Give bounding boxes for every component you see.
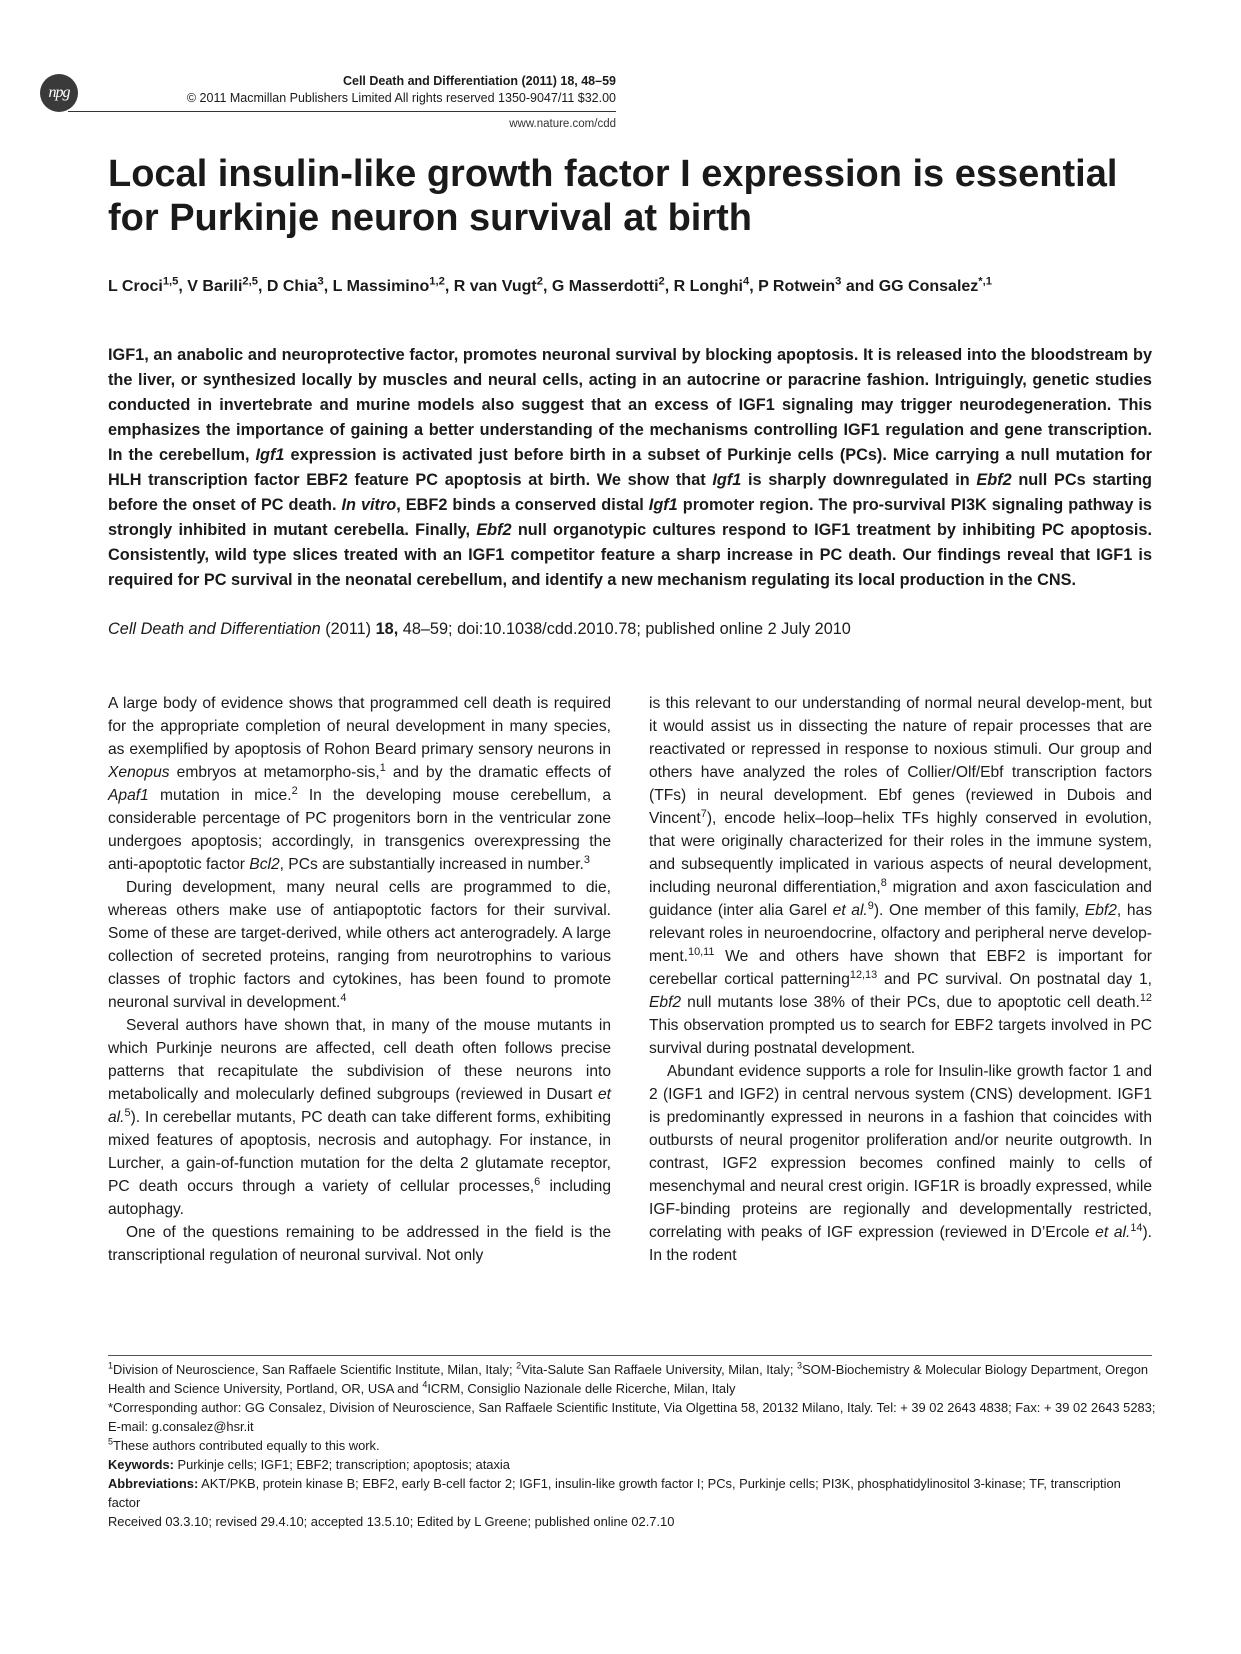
reference-superscript[interactable]: 1 [108, 1360, 114, 1371]
reference-superscript[interactable]: 5 [108, 1436, 114, 1447]
paragraph-run: AKT/PKB, protein kinase B; EBF2, early B-cell factor 2; IGF1, insulin-like growth factor I; PCs, Purkinje cells; PI3K, phosphatidylinositol 3-kinase; TF, transcription factor [108, 1476, 1121, 1510]
author-affiliation-marker: 1,5 [162, 275, 179, 288]
citation-line-run: 18, [375, 620, 399, 638]
paragraph-run: In the developing mouse cerebellum, a considerable percentage of PC progenitors born in the ventricular zone undergoes apoptosis; accordingly, in transgenics overexpressing the anti-apoptotic factor [108, 787, 611, 873]
paragraph-run: , PCs are substantially increased in number. [279, 856, 584, 873]
reference-superscript[interactable]: 12 [1139, 991, 1152, 1004]
reference-superscript[interactable]: 10,11 [688, 945, 715, 958]
author-affiliation-marker: 4 [742, 275, 750, 288]
author-name: R Longhi [673, 278, 743, 295]
reference-superscript[interactable]: 6 [534, 1175, 541, 1188]
reference-superscript[interactable]: 9 [867, 899, 874, 912]
body-column-right [649, 692, 1152, 1267]
abstract-run: promoter region. The pro-survival PI3K signaling pathway is strongly inhibited in mutant cerebella. Finally, [108, 496, 1152, 539]
reference-superscript[interactable]: 7 [700, 807, 707, 820]
paragraph [108, 1221, 611, 1267]
abstract-run: Igf1 [255, 446, 285, 464]
reference-superscript[interactable]: 2 [516, 1360, 522, 1371]
paragraph-run: Bcl2 [249, 856, 280, 873]
reference-superscript[interactable]: 14 [1130, 1221, 1143, 1234]
paragraph-run: , has relevant roles in neuroendocrine, olfactory and peripheral nerve develop-ment. [649, 902, 1153, 965]
paragraph-run: SOM-Biochemistry & Molecular Biology Department, Oregon Health and Science University, Portland, OR, USA and [108, 1362, 1149, 1396]
author-affiliation-marker: 1,2 [429, 275, 445, 288]
author-affiliation-marker: 3 [317, 275, 324, 288]
paragraph-run: Division of Neuroscience, San Raffaele Scientific Institute, Milan, Italy; [113, 1362, 517, 1377]
paragraph-run: This observation prompted us to search for EBF2 targets involved in PC survival during postnatal development. [649, 1017, 1152, 1057]
abstract-run: , EBF2 binds a conserved distal [396, 496, 649, 514]
paragraph-run: is this relevant to our understanding of normal neural develop-ment, but it would assist us in dissecting the nature of repair processes that are reactivated or repressed in response to noxious stimuli. Our group and others have analyzed the roles of Collier/Olf/Ebf transcription factors (TFs) in neural development. Ebf genes (reviewed in Dubois and Vincent [649, 695, 1152, 827]
author-name: V Barili [187, 278, 243, 295]
paragraph-run: ). In cerebellar mutants, PC death can take different forms, exhibiting mixed features of apoptosis, necrosis and autophagy. For instance, in Lurcher, a gain-of-function mutation for the delta 2 glutamate receptor, PC death occurs through a variety of cellular processes, [108, 1109, 611, 1195]
paragraph-run: One of the questions remaining to be addressed in the field is the transcriptional regulation of neuronal survival. Not only [108, 1224, 611, 1264]
citation-line-run: 48–59; doi:10.1038/cdd.2010.78; published online 2 July 2010 [398, 620, 851, 638]
paragraph-run: and PC survival. On postnatal day 1, [877, 971, 1153, 988]
paragraph-run: et al. [108, 1086, 611, 1126]
paragraph-run: et al. [1095, 1224, 1131, 1241]
author-name: G Masserdotti [551, 278, 659, 295]
author-name: L Massimino [332, 278, 430, 295]
paragraph-run: et al. [832, 902, 868, 919]
paragraph-run: Several authors have shown that, in many of the mouse mutants in which Purkinje neurons are affected, cell death often follows precise patterns that recapitulate the subdivision of these neurons into metabolically and molecularly defined subgroups (reviewed in Dusart [108, 1017, 611, 1103]
paragraph [108, 1474, 1156, 1512]
article-title: Local insulin-like growth factor I expression is essential for Purkinje neuron survival at birth [108, 153, 1118, 239]
paragraph [108, 1436, 1156, 1455]
paragraph-run: Apaf1 [108, 787, 149, 804]
paragraph-run: and by the dramatic effects of [385, 764, 611, 781]
paragraph [108, 692, 611, 876]
citation-line-run: Cell Death and Differentiation [108, 620, 321, 638]
paragraph-run: mutation in mice. [148, 787, 292, 804]
paragraph [649, 1060, 1152, 1267]
paragraph-run: During development, many neural cells are programmed to die, whereas others make use of antiapoptotic factors for their survival. Some of these are target-derived, while others act anterogradely. A large collection of secreted proteins, ranging from neurotrophins to various classes of trophic factors and cytokines, has been found to promote neuronal survival in development. [108, 879, 611, 1011]
paragraph-run: Keywords: [108, 1457, 174, 1472]
reference-superscript[interactable]: 4 [422, 1379, 428, 1390]
citation-line [108, 620, 1152, 639]
reference-superscript[interactable]: 5 [124, 1106, 131, 1119]
paragraph-run: A large body of evidence shows that programmed cell death is required for the appropriate completion of neural development in many species, as exemplified by apoptosis of Rohon Beard primary sensory neurons in [108, 695, 611, 758]
author-name: D Chia [266, 278, 318, 295]
paragraph-run: Vita-Salute San Raffaele University, Milan, Italy; [521, 1362, 798, 1377]
journal-url[interactable]: www.nature.com/cdd [509, 118, 616, 130]
paragraph-run: *Corresponding author: GG Consalez, Division of Neuroscience, San Raffaele Scientific Institute, Via Olgettina 58, 20132 Milano, Italy. Tel: + 39 02 2643 4838; Fax: + 39 02 2643 5283; E-mail: g.consalez@hsr.it [108, 1400, 1156, 1434]
abstract [108, 343, 1152, 593]
paragraph-run: embryos at metamorpho-sis, [169, 764, 380, 781]
abstract-run: Igf1 [712, 471, 742, 489]
reference-superscript[interactable]: 4 [340, 991, 347, 1004]
paragraph-run: including autophagy. [108, 1178, 611, 1218]
paragraph-run: migration and axon fasciculation and guidance (inter alia Garel [649, 879, 1152, 919]
paragraph [108, 1398, 1156, 1436]
paragraph [108, 1360, 1156, 1398]
author-affiliation-marker: 2 [536, 275, 543, 288]
reference-superscript[interactable]: 2 [291, 784, 298, 797]
author-name: P Rotwein [758, 278, 836, 295]
abstract-run: Igf1 [648, 496, 678, 514]
paragraph-run: ), encode helix–loop–helix TFs highly conserved in evolution, that were originally characterized for their roles in the immune system, and subsequently implicated in various aspects of neural development, including neuronal differentiation, [649, 810, 1152, 896]
abstract-run: Ebf2 [476, 521, 512, 539]
paragraph [108, 1014, 611, 1221]
paragraph-run: Received 03.3.10; revised 29.4.10; accepted 13.5.10; Edited by L Greene; published online 02.7.10 [108, 1514, 675, 1529]
copyright-line: © 2011 Macmillan Publishers Limited All rights reserved 1350-9047/11 $32.00 [186, 91, 616, 105]
paragraph-run: We and others have shown that EBF2 is important for cerebellar cortical patterning [649, 948, 1152, 988]
reference-superscript[interactable]: 3 [583, 853, 590, 866]
npg-logo: npg [40, 74, 78, 112]
abstract-run: IGF1, an anabolic and neuroprotective factor, promotes neuronal survival by blocking apoptosis. It is released into the bloodstream by the liver, or synthesized locally by muscles and neural cells, acting in an autocrine or paracrine fashion. Intriguingly, genetic studies conducted in invertebrate and murine models also suggest that an excess of IGF1 signaling may trigger neurodegeneration. This emphasizes the importance of gaining a better understanding of the mechanisms controlling IGF1 regulation and gene transcription. In the cerebellum, [108, 346, 1152, 464]
reference-superscript[interactable]: 8 [880, 876, 887, 889]
author-affiliation-marker: 2,5 [242, 275, 258, 288]
author-list: L Croci$^{1,5}$, V Barili$^{2,5}$, D Chia$^3$, L Massimino$^{1,2}$, R van Vugt$^2$, G Masserdotti$^2$, R Longhi$^4$, P Rotwein$^3$ and GG Consalez$^{*,1}$ [108, 275, 992, 295]
paragraph-run: ). In the rodent [649, 1224, 1152, 1264]
author-affiliation-marker: *,1 [978, 275, 992, 288]
abstract-run: In vitro [341, 496, 397, 514]
reference-superscript[interactable]: 1 [379, 761, 386, 774]
paragraph-run: ). One member of this family, [873, 902, 1085, 919]
abstract-run: null organotypic cultures respond to IGF1 treatment by inhibiting PC apoptosis. Consistently, wild type slices treated with an IGF1 competitor feature a sharp increase in PC death. Our findings reveal that IGF1 is required for PC survival in the neonatal cerebellum, and identify a new mechanism regulating its local production in the CNS. [108, 521, 1152, 589]
abstract-run: is sharply downregulated in [741, 471, 977, 489]
paragraph [108, 1455, 1156, 1474]
author-affiliation-marker: 3 [835, 275, 842, 288]
author-affiliation-marker: 2 [658, 275, 665, 288]
paragraph [649, 692, 1152, 1060]
body-column-left [108, 692, 611, 1267]
paragraph [108, 1512, 1156, 1531]
paragraph-run: Abundant evidence supports a role for Insulin-like growth factor 1 and 2 (IGF1 and IGF2) in central nervous system (CNS) development. IGF1 is predominantly expressed in neurons in a fashion that coincides with outbursts of neural progenitor proliferation and/or neurite outgrowth. In contrast, IGF2 expression becomes confined mainly to cells of mesenchymal and neural crest origin. IGF1R is broadly expressed, while IGF-binding proteins are regionally and developmentally restricted, correlating with peaks of IGF expression (reviewed in D’Ercole [649, 1063, 1152, 1241]
footnote-rule [108, 1355, 1152, 1356]
paragraph-run: ICRM, Consiglio Nazionale delle Ricerche, Milan, Italy [427, 1381, 736, 1396]
journal-reference: Cell Death and Differentiation (2011) 18, 48–59 [342, 74, 616, 88]
abstract-run: Ebf2 [976, 471, 1012, 489]
reference-superscript[interactable]: 12,13 [849, 968, 878, 981]
paragraph-run: These authors contributed equally to this work. [113, 1438, 380, 1453]
author-name: L Croci [108, 278, 163, 295]
paragraph-run: Ebf2 [649, 994, 682, 1011]
footnotes [108, 1360, 1156, 1531]
abstract-run: null PCs starting before the onset of PC death. [108, 471, 1152, 514]
paragraph-run: Purkinje cells; IGF1; EBF2; transcription; apoptosis; ataxia [173, 1457, 510, 1472]
author-name: R van Vugt [453, 278, 537, 295]
paragraph [108, 876, 611, 1014]
reference-superscript[interactable]: 3 [797, 1360, 803, 1371]
abstract-run: expression is activated just before birth in a subset of Purkinje cells (PCs). Mice carrying a null mutation for HLH transcription factor EBF2 feature PC apoptosis at birth. We show that [108, 446, 1152, 489]
paragraph-run: Xenopus [108, 764, 170, 781]
paragraph-run: null mutants lose 38% of their PCs, due to apoptotic cell death. [681, 994, 1140, 1011]
citation-line-run: (2011) [320, 620, 376, 638]
author-name: GG Consalez [878, 278, 979, 295]
paragraph-run: Abbreviations: [108, 1476, 199, 1491]
header-rule [68, 111, 616, 112]
paragraph-run: Ebf2 [1084, 902, 1117, 919]
